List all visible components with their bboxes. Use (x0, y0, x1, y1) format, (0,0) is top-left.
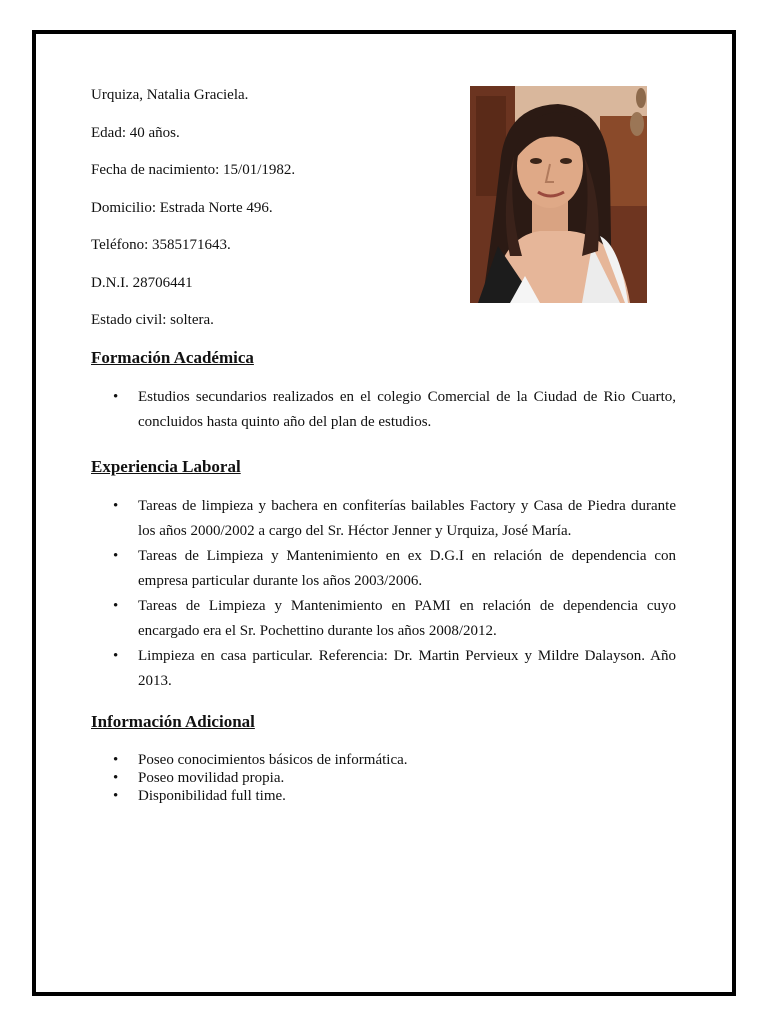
bullet-icon: • (113, 788, 119, 804)
bullet-icon: • (113, 598, 119, 614)
age: Edad: 40 años. (91, 124, 180, 141)
phone: Teléfono: 3585171643. (91, 237, 231, 253)
bullet-icon: • (113, 498, 119, 514)
experiencia-list (91, 494, 676, 694)
list-item-text: Tareas de Limpieza y Mantenimiento en ex D.G.I en relación de dependencia con empresa particular durante los años 2003/2006. (138, 548, 676, 589)
formacion-list (91, 385, 676, 435)
list-item (91, 751, 676, 769)
list-item (91, 787, 676, 805)
list-item-text: Disponibilidad full time. (138, 788, 286, 804)
list-item (91, 385, 676, 435)
bullet-icon: • (113, 389, 119, 405)
list-item-text: Tareas de Limpieza y Mantenimiento en PAMI en relación de dependencia cuyo encargado era el Sr. Pochettino durante los años 2008/2012. (138, 598, 676, 639)
full-name: Urquiza, Natalia Graciela. (91, 87, 249, 103)
section-heading-experiencia: Experiencia Laboral (91, 457, 241, 476)
list-item-text: Limpieza en casa particular. Referencia: Dr. Martin Pervieux y Mildre Dalayson. Año 2013. (138, 648, 676, 689)
profile-photo (470, 86, 647, 303)
bullet-icon: • (113, 648, 119, 664)
list-item (91, 494, 676, 544)
personal-info (91, 86, 451, 349)
address: Domicilio: Estrada Norte 496. (91, 199, 273, 216)
bullet-icon: • (113, 770, 119, 786)
section-heading-adicional: Información Adicional (91, 712, 255, 731)
bullet-icon: • (113, 752, 119, 768)
section-heading-formacion: Formación Académica (91, 348, 254, 367)
dni: D.N.I. 28706441 (91, 274, 193, 291)
list-item-text: Poseo conocimientos básicos de informática. (138, 752, 408, 768)
list-item-text: Tareas de limpieza y bachera en confiterías bailables Factory y Casa de Piedra durante los años 2000/2002 a cargo del Sr. Héctor Jenner y Urquiza, José María. (138, 498, 676, 539)
list-item (91, 644, 676, 694)
list-item (91, 594, 676, 644)
adicional-list (91, 751, 676, 805)
list-item (91, 769, 676, 787)
birth-date: Fecha de nacimiento: 15/01/1982. (91, 162, 296, 178)
list-item-text: Estudios secundarios realizados en el colegio Comercial de la Ciudad de Rio Cuarto, concluidos hasta quinto año del plan de estudios. (138, 389, 676, 430)
list-item-text: Poseo movilidad propia. (138, 770, 285, 786)
list-item (91, 544, 676, 594)
civil-status: Estado civil: soltera. (91, 312, 214, 328)
bullet-icon: • (113, 548, 119, 564)
